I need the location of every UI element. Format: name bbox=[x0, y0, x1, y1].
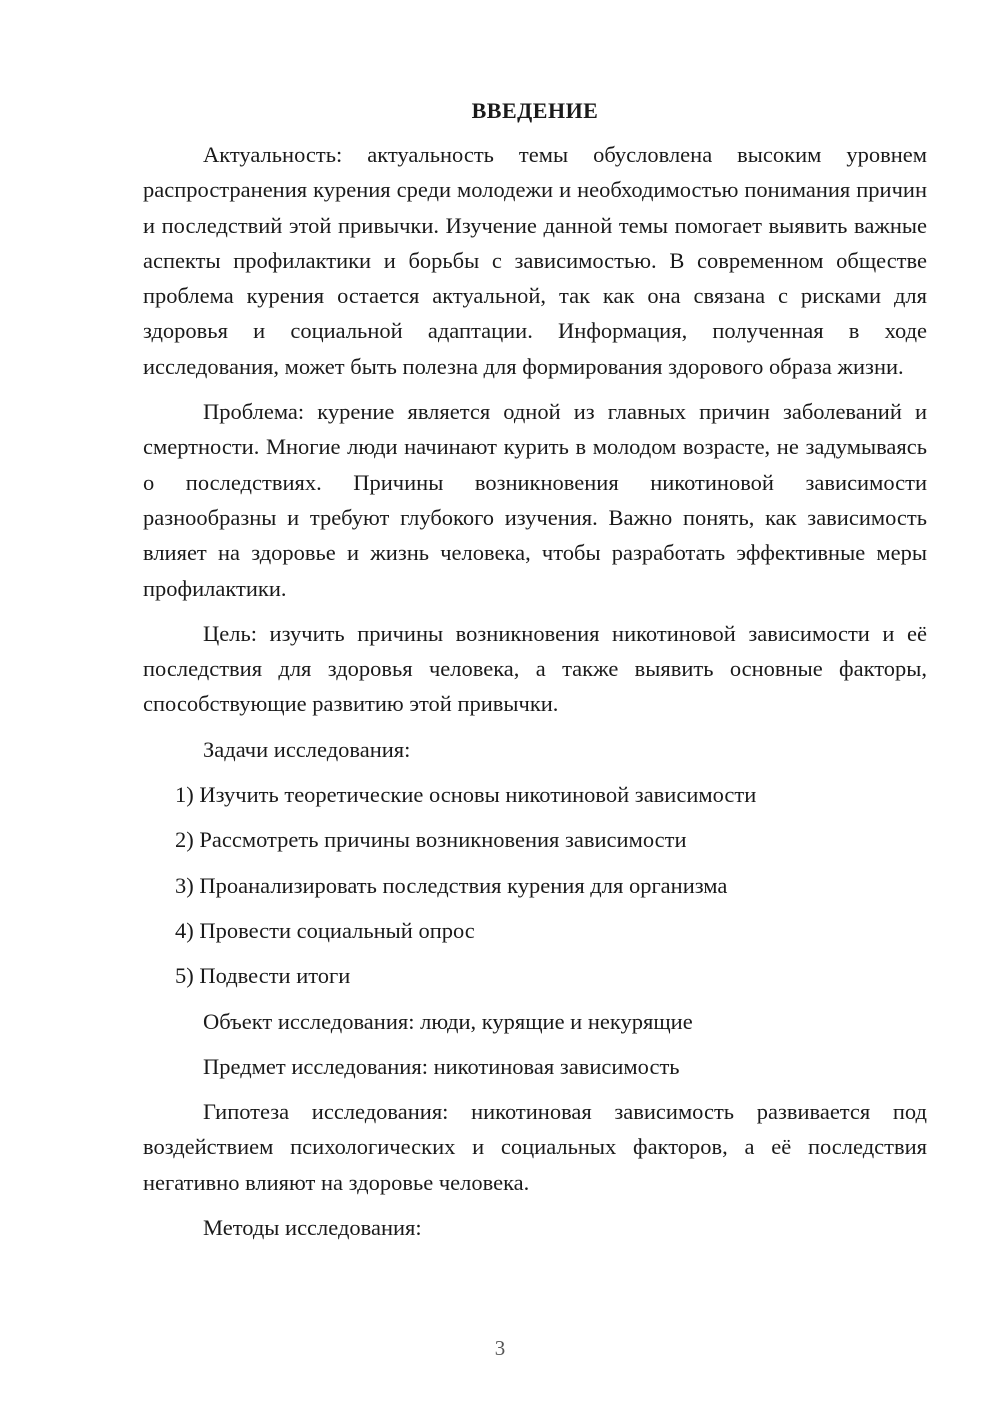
methods-title: Методы исследования: bbox=[203, 1215, 422, 1241]
section-heading: ВВЕДЕНИЕ bbox=[471, 98, 599, 123]
list-item: 5) Подвести итоги bbox=[175, 963, 351, 989]
page-content bbox=[143, 93, 927, 1255]
list-item: 4) Провести социальный опрос bbox=[175, 917, 475, 943]
goal-paragraph: Цель: изучить причины возникновения никотиновой зависимости и её последствия для здоровья человека, а также выявить основные факторы, способствующие развитию этой привычки. bbox=[143, 620, 927, 717]
subject-paragraph: Предмет исследования: никотиновая зависимость bbox=[203, 1053, 680, 1079]
relevance-paragraph: Актуальность: актуальность темы обусловлена высоким уровнем распространения курения среди молодежи и необходимостью понимания причин и последствий этой привычки. Изучение данной темы помогает выявить важные аспекты профилактики и борьбы с зависимостью. В современном обществе проблема курения остается актуальной, так как она связана с рисками для здоровья и социальной адаптации. Информация, полученная в ходе исследования, может быть полезна для формирования здорового образа жизни. bbox=[143, 142, 927, 379]
problem-paragraph: Проблема: курение является одной из главных причин заболеваний и смертности. Многие люди начинают курить в молодом возрасте, не задумываясь о последствиях. Причины возникновения никотиновой зависимости разнообразны и требуют глубокого изучения. Важно понять, как зависимость влияет на здоровье и жизнь человека, чтобы разработать эффективные меры профилактики. bbox=[143, 399, 927, 601]
hypothesis-paragraph: Гипотеза исследования: никотиновая зависимость развивается под воздействием психологических и социальных факторов, а её последствия негативно влияют на здоровье человека. bbox=[143, 1099, 927, 1195]
list-item: 3) Проанализировать последствия курения для организма bbox=[175, 872, 728, 898]
tasks-list bbox=[143, 777, 927, 993]
list-item: 2) Рассмотреть причины возникновения зависимости bbox=[175, 827, 687, 853]
object-paragraph: Объект исследования: люди, курящие и некурящие bbox=[203, 1008, 693, 1034]
list-item: 1) Изучить теоретические основы никотиновой зависимости bbox=[175, 782, 757, 808]
page-number: 3 bbox=[494, 1336, 506, 1360]
tasks-title: Задачи исследования: bbox=[203, 736, 411, 762]
